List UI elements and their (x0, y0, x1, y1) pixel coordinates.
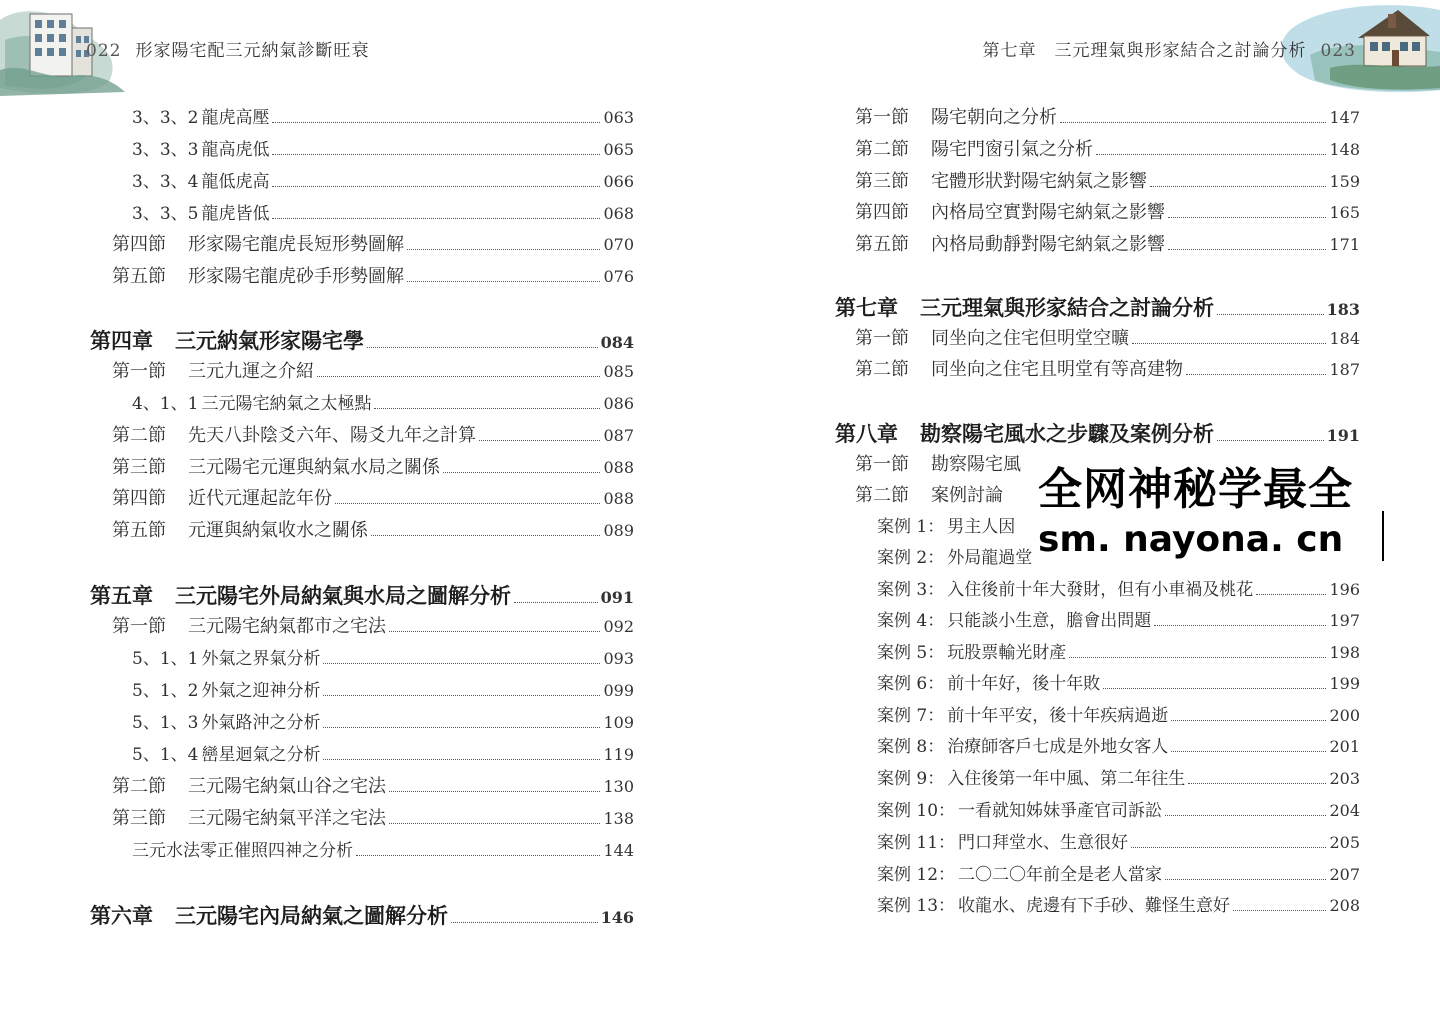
entry-number: 第二節 (112, 425, 166, 446)
dot-leader (443, 472, 600, 473)
dot-leader (1233, 910, 1326, 911)
running-title: 形家陽宅配三元納氣診斷旺衰 (135, 41, 370, 61)
dot-leader (323, 759, 600, 760)
entry-page-number: 203 (1329, 769, 1360, 788)
entry-number: 案例 7： (877, 706, 945, 726)
dot-leader (272, 186, 600, 187)
entry-number: 第八章 (835, 421, 898, 446)
entry-title: 三元陽宅納氣平洋之宅法 (188, 808, 386, 829)
dot-leader (323, 727, 600, 728)
entry-number: 第一節 (855, 454, 909, 475)
toc-entry-section (112, 804, 634, 830)
toc-entry-section (855, 167, 1360, 193)
entry-title: 三元陽宅納氣都市之宅法 (188, 616, 386, 637)
dot-leader (1060, 122, 1326, 123)
dot-leader (389, 631, 600, 632)
entry-page-number: 207 (1329, 865, 1360, 884)
toc-entry-chapter (90, 580, 634, 610)
toc-entry-section (855, 355, 1360, 381)
toc-entry-section (112, 262, 634, 288)
entry-title: 外局龍過堂 (947, 548, 1033, 568)
dot-leader (374, 408, 600, 409)
entry-title: 入住後第一年中風、第二年往生 (947, 769, 1186, 789)
entry-title: 一看就知姊妹爭產官司訴訟 (958, 801, 1163, 821)
entry-page-number: 085 (603, 362, 634, 381)
dot-leader (514, 602, 598, 603)
toc-entry-sub (877, 732, 1360, 757)
entry-title: 三元陽宅納氣之太極點 (201, 394, 372, 414)
toc-entry-section (112, 516, 634, 542)
dot-leader (1165, 879, 1326, 880)
toc-entry-sub (132, 389, 634, 414)
toc-entry-sub (132, 167, 634, 192)
entry-page-number: 070 (603, 235, 634, 254)
toc-entry-chapter (835, 418, 1360, 448)
entry-title: 巒星迴氣之分析 (201, 745, 321, 765)
dot-leader (272, 218, 600, 219)
entry-title: 外氣路沖之分析 (201, 713, 321, 733)
dot-leader (1131, 847, 1326, 848)
entry-title: 同坐向之住宅但明堂空曠 (931, 328, 1129, 349)
entry-page-number: 187 (1329, 360, 1360, 379)
entry-title: 內格局空實對陽宅納氣之影響 (931, 202, 1165, 223)
dot-leader (407, 249, 600, 250)
toc-entry-sub (132, 199, 634, 224)
entry-page-number: 119 (603, 745, 634, 764)
dot-leader (272, 154, 600, 155)
entry-number: 4、1、1 (132, 394, 199, 414)
entry-title: 三元九運之介紹 (188, 361, 314, 382)
dot-leader (323, 663, 600, 664)
entry-page-number: 184 (1329, 329, 1360, 348)
entry-number: 第三節 (112, 808, 166, 829)
entry-number: 第四節 (112, 488, 166, 509)
toc-entry-sub (132, 740, 634, 765)
entry-number: 第一節 (112, 616, 166, 637)
entry-number: 案例 10： (877, 801, 956, 821)
toc-entry-sub (877, 638, 1360, 663)
entry-title: 治療師客戶七成是外地女客人 (947, 737, 1169, 757)
entry-page-number: 076 (603, 267, 634, 286)
page-number: 023 (1320, 41, 1356, 61)
entry-page-number: 183 (1326, 300, 1360, 319)
watermark-text: 全网神秘学最全 (1038, 464, 1353, 515)
toc-entry-section (112, 230, 634, 256)
toc-entry-sub (877, 669, 1360, 694)
entry-page-number: 205 (1329, 833, 1360, 852)
toc-entry-section (112, 453, 634, 479)
toc-entry-chapter (90, 325, 634, 355)
entry-title: 二〇二〇年前全是老人當家 (958, 865, 1163, 885)
entry-page-number: 089 (603, 521, 634, 540)
toc-entry-section (112, 484, 634, 510)
toc-entry-section (855, 324, 1360, 350)
entry-number: 5、1、1 (132, 649, 199, 669)
entry-page-number: 109 (603, 713, 634, 732)
dot-leader (1103, 688, 1326, 689)
entry-number: 第二節 (855, 139, 909, 160)
entry-number: 案例 12： (877, 865, 956, 885)
entry-title: 只能談小生意，膽會出問題 (947, 611, 1152, 631)
dot-leader (317, 376, 600, 377)
entry-number: 第三節 (855, 171, 909, 192)
toc-entry-sub (877, 701, 1360, 726)
entry-number: 案例 11： (877, 833, 956, 853)
dot-leader (371, 535, 600, 536)
entry-title: 龍高虎低 (201, 140, 270, 160)
entry-title: 龍虎皆低 (201, 204, 270, 224)
entry-title: 同坐向之住宅且明堂有等高建物 (931, 359, 1183, 380)
entry-title: 三元陽宅元運與納氣水局之關係 (188, 457, 440, 478)
dot-leader (1132, 343, 1326, 344)
entry-number: 第一節 (855, 328, 909, 349)
dot-leader (1188, 783, 1326, 784)
entry-page-number: 065 (603, 140, 634, 159)
dot-leader (323, 695, 600, 696)
entry-number: 案例 3： (877, 580, 945, 600)
entry-page-number: 148 (1329, 140, 1360, 159)
entry-number: 案例 8： (877, 737, 945, 757)
dot-leader (451, 922, 598, 923)
entry-page-number: 093 (603, 649, 634, 668)
entry-number: 案例 9： (877, 769, 945, 789)
text-cursor (1382, 511, 1384, 561)
entry-page-number: 197 (1329, 611, 1360, 630)
dot-leader (1171, 751, 1326, 752)
toc-entry-sub (132, 135, 634, 160)
entry-page-number: 200 (1329, 706, 1360, 725)
dot-leader (1256, 594, 1326, 595)
toc-entry-sub (877, 860, 1360, 885)
entry-number: 5、1、2 (132, 681, 199, 701)
entry-title: 三元納氣形家陽宅學 (175, 328, 364, 353)
entry-number: 第一節 (112, 361, 166, 382)
entry-page-number: 088 (603, 458, 634, 477)
toc-entry-sub (877, 764, 1360, 789)
entry-title: 形家陽宅龍虎砂手形勢圖解 (188, 266, 404, 287)
entry-title: 外氣之界氣分析 (201, 649, 321, 669)
watermark-url: sm. nayona. cn (1038, 519, 1344, 560)
entry-number: 第三節 (112, 457, 166, 478)
entry-number: 第七章 (835, 295, 898, 320)
dot-leader (1150, 186, 1326, 187)
entry-number: 第二節 (855, 485, 909, 506)
dot-leader (407, 281, 600, 282)
entry-page-number: 084 (600, 333, 634, 352)
entry-page-number: 130 (603, 777, 634, 796)
toc-entry-sub (877, 606, 1360, 631)
dot-leader (1069, 657, 1326, 658)
entry-number: 第五節 (112, 520, 166, 541)
dot-leader (1168, 217, 1326, 218)
entry-title: 案例討論 (931, 485, 1003, 506)
toc-entry-section (855, 198, 1360, 224)
entry-page-number: 068 (603, 204, 634, 223)
dot-leader (272, 122, 600, 123)
entry-title: 三元理氣與形家結合之討論分析 (920, 295, 1214, 320)
entry-page-number: 138 (603, 809, 634, 828)
entry-title: 龍虎高壓 (201, 108, 270, 128)
page-number: 022 (86, 41, 122, 61)
entry-title: 男主人因 (947, 517, 1016, 537)
entry-title: 三元陽宅納氣山谷之宅法 (188, 776, 386, 797)
toc-entry-section (855, 230, 1360, 256)
entry-number: 3、3、2 (132, 108, 199, 128)
entry-title: 門口拜堂水、生意很好 (958, 833, 1129, 853)
entry-page-number: 087 (603, 426, 634, 445)
dot-leader (1217, 440, 1324, 441)
toc-entry-chapter (90, 900, 634, 930)
entry-title: 陽宅門窗引氣之分析 (931, 139, 1093, 160)
toc-entry-plain (132, 836, 634, 861)
entry-number: 第四節 (855, 202, 909, 223)
toc-entry-section (112, 772, 634, 798)
toc-entry-section (855, 135, 1360, 161)
entry-number: 第五章 (90, 583, 153, 608)
dot-leader (367, 347, 598, 348)
toc-entry-sub (877, 575, 1360, 600)
dot-leader (1186, 374, 1326, 375)
entry-title: 勘察陽宅風水之步驟及案例分析 (920, 421, 1214, 446)
dot-leader (389, 791, 600, 792)
toc-entry-sub (132, 644, 634, 669)
toc-entry-section (112, 612, 634, 638)
entry-title: 近代元運起訖年份 (188, 488, 332, 509)
entry-title: 形家陽宅龍虎長短形勢圖解 (188, 234, 404, 255)
entry-title: 收龍水、虎邊有下手砂、難怪生意好 (958, 896, 1231, 916)
toc-entry-sub (877, 796, 1360, 821)
dot-leader (1165, 815, 1326, 816)
entry-page-number: 199 (1329, 674, 1360, 693)
entry-title: 玩股票輸光財產 (947, 643, 1067, 663)
dot-leader (1171, 720, 1326, 721)
entry-number: 案例 13： (877, 896, 956, 916)
entry-page-number: 063 (603, 108, 634, 127)
entry-page-number: 146 (600, 908, 634, 927)
entry-page-number: 204 (1329, 801, 1360, 820)
entry-page-number: 066 (603, 172, 634, 191)
entry-title: 三元水法零正催照四神之分析 (132, 841, 353, 861)
entry-number: 案例 5： (877, 643, 945, 663)
entry-number: 第二節 (855, 359, 909, 380)
dot-leader (335, 503, 600, 504)
entry-number: 案例 4： (877, 611, 945, 631)
entry-number: 3、3、4 (132, 172, 199, 192)
toc-entry-sub (132, 676, 634, 701)
entry-number: 第四節 (112, 234, 166, 255)
dot-leader (356, 855, 600, 856)
entry-title: 前十年平安，後十年疾病過逝 (947, 706, 1169, 726)
entry-page-number: 092 (603, 617, 634, 636)
toc-entry-section (855, 103, 1360, 129)
entry-page-number: 091 (600, 588, 634, 607)
entry-number: 案例 1： (877, 517, 945, 537)
entry-number: 第五節 (855, 234, 909, 255)
entry-page-number: 201 (1329, 737, 1360, 756)
entry-page-number: 088 (603, 489, 634, 508)
entry-page-number: 208 (1329, 896, 1360, 915)
toc-entry-section (112, 421, 634, 447)
entry-title: 先天八卦陰爻六年、陽爻九年之計算 (188, 425, 476, 446)
entry-number: 第五節 (112, 266, 166, 287)
entry-title: 陽宅朝向之分析 (931, 107, 1057, 128)
entry-number: 5、1、4 (132, 745, 199, 765)
dot-leader (1168, 249, 1326, 250)
dot-leader (479, 440, 600, 441)
entry-number: 案例 6： (877, 674, 945, 694)
entry-page-number: 165 (1329, 203, 1360, 222)
entry-page-number: 099 (603, 681, 634, 700)
entry-title: 外氣之迎神分析 (201, 681, 321, 701)
toc-entry-sub (132, 708, 634, 733)
entry-title: 前十年好，後十年敗 (947, 674, 1101, 694)
entry-number: 第二節 (112, 776, 166, 797)
entry-number: 第六章 (90, 903, 153, 928)
watermark-overlay (1036, 455, 1440, 567)
entry-title: 三元陽宅內局納氣之圖解分析 (175, 903, 448, 928)
toc-entry-sub (132, 103, 634, 128)
dot-leader (1154, 625, 1326, 626)
entry-number: 3、3、5 (132, 204, 199, 224)
dot-leader (1217, 314, 1324, 315)
toc-entry-sub (877, 891, 1360, 916)
entry-number: 5、1、3 (132, 713, 199, 733)
entry-page-number: 198 (1329, 643, 1360, 662)
running-title: 第七章 三元理氣與形家結合之討論分析 (982, 41, 1307, 61)
entry-title: 三元陽宅外局納氣與水局之圖解分析 (175, 583, 511, 608)
entry-title: 入住後前十年大發財，但有小車禍及桃花 (947, 580, 1254, 600)
entry-title: 內格局動靜對陽宅納氣之影響 (931, 234, 1165, 255)
entry-number: 第四章 (90, 328, 153, 353)
entry-number: 3、3、3 (132, 140, 199, 160)
toc-entry-sub (877, 828, 1360, 853)
dot-leader (389, 823, 600, 824)
entry-page-number: 196 (1329, 580, 1360, 599)
entry-title: 勘察陽宅風 (931, 454, 1021, 475)
entry-title: 宅體形狀對陽宅納氣之影響 (931, 171, 1147, 192)
toc-entry-section (112, 357, 634, 383)
entry-page-number: 147 (1329, 108, 1360, 127)
entry-page-number: 086 (603, 394, 634, 413)
entry-page-number: 191 (1326, 426, 1360, 445)
dot-leader (1096, 154, 1326, 155)
entry-page-number: 159 (1329, 172, 1360, 191)
entry-page-number: 144 (603, 841, 634, 860)
entry-title: 元運與納氣收水之關係 (188, 520, 368, 541)
entry-number: 案例 2： (877, 548, 945, 568)
toc-entry-chapter (835, 292, 1360, 322)
entry-title: 龍低虎高 (201, 172, 270, 192)
entry-page-number: 171 (1329, 235, 1360, 254)
entry-number: 第一節 (855, 107, 909, 128)
